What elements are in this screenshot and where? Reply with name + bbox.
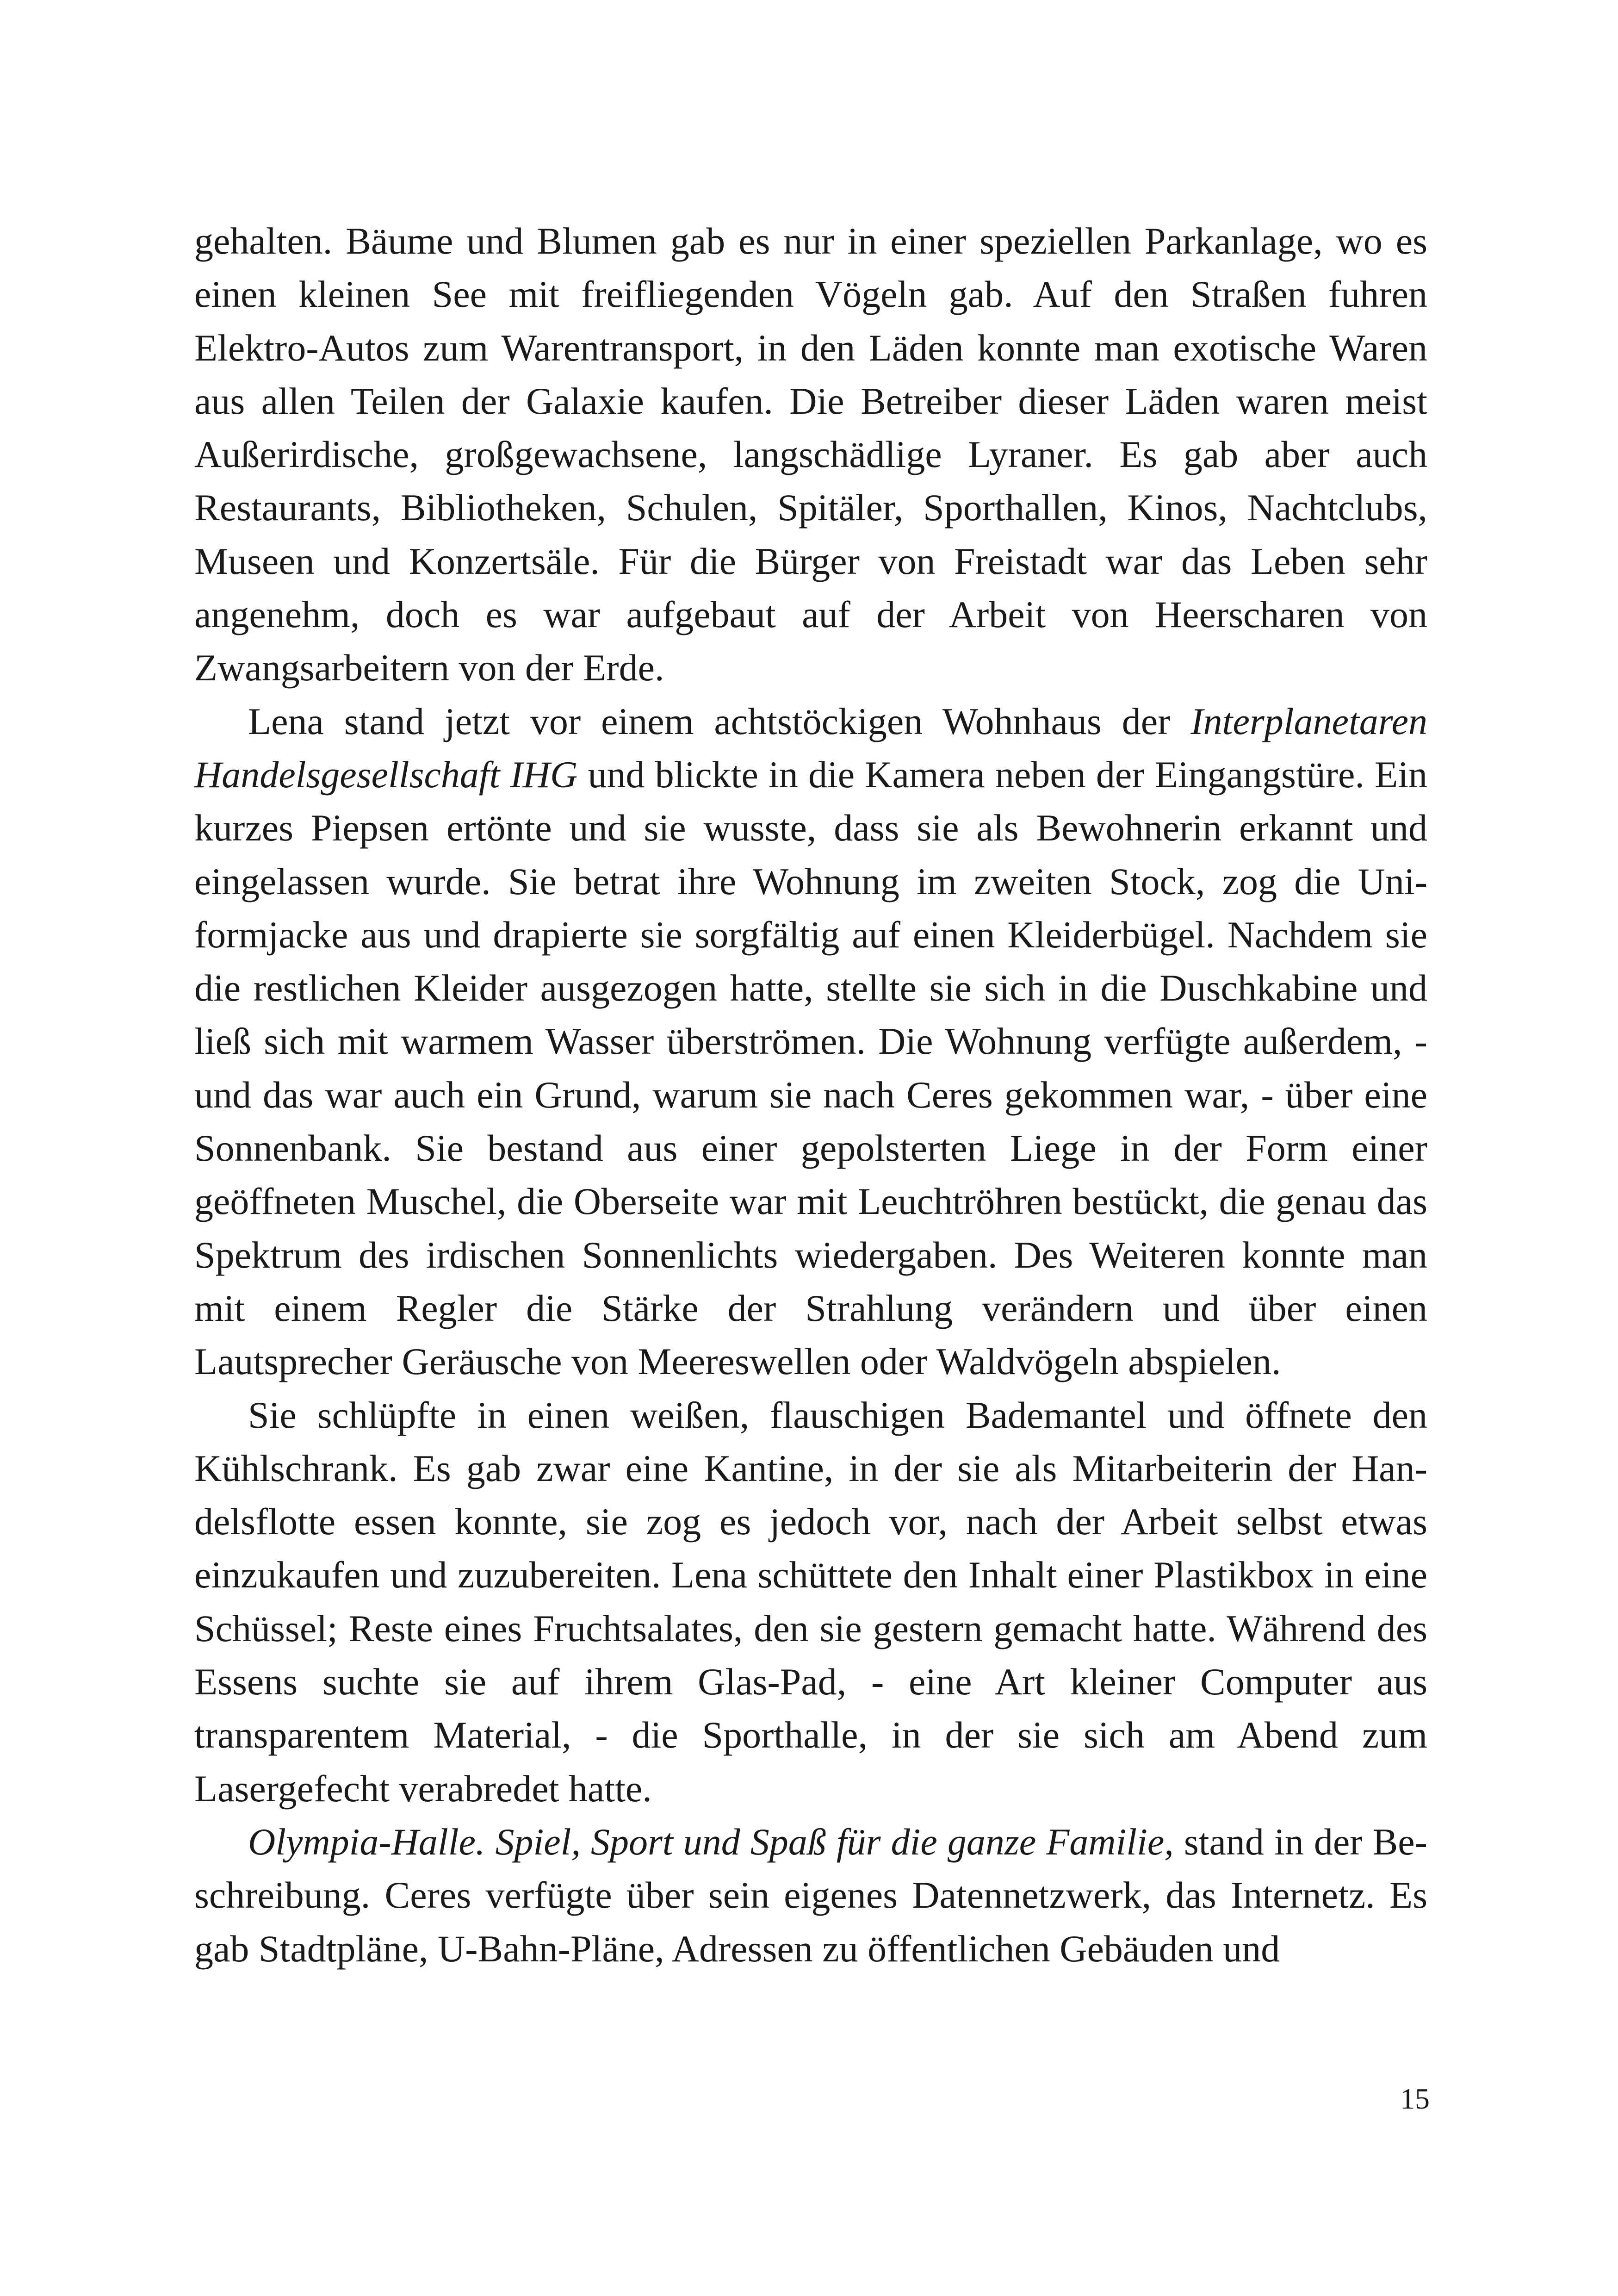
- paragraph-1-text: gehalten. Bäume und Blumen gab es nur in einer speziellen Parkanlage, wo es einen kleinen See mit freifliegenden Vögeln gab. Auf den Straßen fuhren Elektro-Autos zum Warentransport, in den Läden konnte man exotische Waren aus allen Teilen der Galaxie kaufen. Die Betreiber dieser Läden waren meist Außerirdische, großgewachsene, langschädlige Lyraner. Es gab aber auch Restaurants, Bibliotheken, Schulen, Spitäler, Sporthallen, Kinos, Nachtclubs, Museen und Konzertsäle. Für die Bürger von Freistadt war das Leben sehr angenehm, doch es war aufgebaut auf der Arbeit von Heerscharen von Zwangsarbeitern von der Erde.: [194, 220, 1427, 689]
- paragraph-2-text-start: Lena stand jetzt vor einem achtstöckigen Wohnhaus der: [248, 700, 1191, 742]
- paragraph-2: [194, 695, 1427, 1388]
- page-number: 15: [1400, 2082, 1430, 2115]
- paragraph-2-italic-company-name: Interplanetaren Handelsgesellschaft IHG: [194, 700, 1427, 796]
- body-text: [194, 214, 1427, 1975]
- paragraph-4: [194, 1815, 1427, 1975]
- paragraph-4-italic-quote: Olympia-Halle. Spiel, Sport und Spaß für die ganze Familie,: [248, 1820, 1174, 1863]
- paragraph-3: [194, 1388, 1427, 1815]
- paragraph-3-text: Sie schlüpfte in einen weißen, flauschigen Bademantel und öffnete den Kühlschrank. Es gab zwar eine Kantine, in der sie als Mitarbeiterin der Handelsflotte essen konnte, sie zog es jedoch vor, nach der Arbeit selbst etwas einzukaufen und zuzubereiten. Lena schüttete den Inhalt einer Plastikbox in eine Schüssel; Reste eines Fruchtsalates, den sie gestern gemacht hatte. Während des Essens suchte sie auf ihrem Glas-Pad, - eine Art kleiner Computer aus transparentem Material, - die Sporthalle, in der sie sich am Abend zum Lasergefecht verabredet hatte.: [194, 1394, 1427, 1810]
- paragraph-4-text: stand in der Beschreibung. Ceres verfügte über sein eigenes Datennetzwerk, das Internetz. Es gab Stadtpläne, U-Bahn-Pläne, Adressen zu öffentlichen Gebäuden und: [194, 1820, 1427, 1970]
- paragraph-1: [194, 214, 1427, 695]
- paragraph-2-text-end: und blickte in die Kamera neben der Eingangstüre. Ein kurzes Piepsen ertönte und sie wusste, dass sie als Bewohnerin erkannt und eingelassen wurde. Sie betrat ihre Wohnung im zweiten Stock, zog die Uniformjacke aus und drapierte sie sorgfältig auf einen Kleiderbügel. Nachdem sie die restlichen Kleider ausgezogen hatte, stellte sie sich in die Duschkabine und ließ sich mit warmem Wasser überströmen. Die Wohnung verfügte außerdem, - und das war auch ein Grund, warum sie nach Ceres gekommen war, - über eine Sonnenbank. Sie bestand aus einer gepolsterten Liege in der Form einer geöffneten Muschel, die Oberseite war mit Leuchtröhren bestückt, die genau das Spektrum des irdischen Sonnenlichts wiedergaben. Des Weiteren konnte man mit einem Regler die Stärke der Strahlung verändern und über einen Lautsprecher Geräusche von Meereswellen oder Waldvögeln abspielen.: [194, 753, 1427, 1383]
